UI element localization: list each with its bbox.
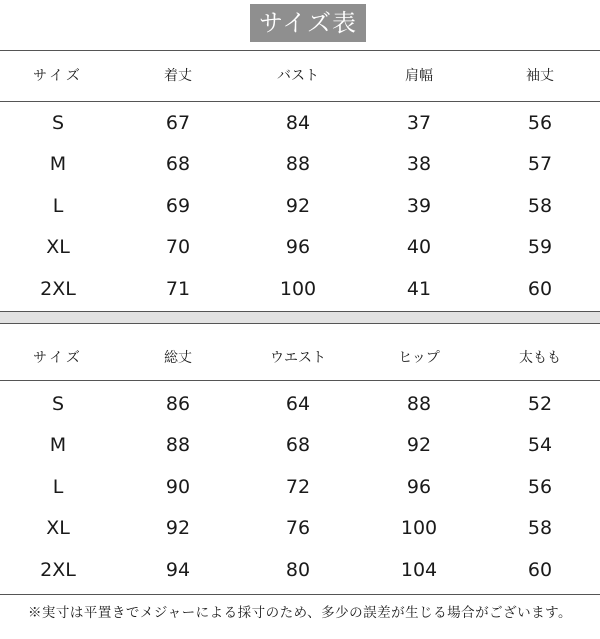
- header-sleeve: 袖丈: [526, 68, 554, 84]
- table-cell: 92: [406, 434, 432, 456]
- table-bottom-border: [0, 594, 600, 595]
- table-cell: 2XL: [40, 278, 76, 300]
- table-cell: 58: [527, 517, 553, 539]
- table-cell: 80: [285, 559, 311, 581]
- table-cell: L: [52, 476, 64, 498]
- table-cell: 59: [527, 236, 553, 258]
- table-row: [0, 269, 600, 309]
- table-cell: 100: [400, 517, 438, 539]
- table-cell: 67: [165, 112, 191, 134]
- table-cell: 37: [406, 112, 432, 134]
- table-row: [0, 508, 600, 548]
- table-row: [0, 103, 600, 143]
- table-cell: S: [51, 393, 65, 415]
- table-cell: 52: [527, 393, 553, 415]
- table-cell: 56: [527, 476, 553, 498]
- table-row: [0, 144, 600, 184]
- table-cell: 70: [165, 236, 191, 258]
- table-cell: 38: [406, 153, 432, 175]
- table-cell: 92: [165, 517, 191, 539]
- table-header-divider: [0, 380, 600, 381]
- table-cell: 90: [165, 476, 191, 498]
- table-cell: 84: [285, 112, 311, 134]
- header-size: サイズ: [33, 68, 83, 84]
- table-row: [0, 550, 600, 590]
- table-cell: 94: [165, 559, 191, 581]
- table-cell: 69: [165, 195, 191, 217]
- header-total-length: 総丈: [164, 350, 192, 366]
- table-top-border: [0, 323, 600, 324]
- table-row: [0, 227, 600, 267]
- table-cell: S: [51, 112, 65, 134]
- header-length: 着丈: [164, 68, 192, 84]
- table-cell: XL: [46, 236, 70, 258]
- table-cell: M: [49, 153, 67, 175]
- table-cell: 92: [285, 195, 311, 217]
- table-row: [0, 186, 600, 226]
- header-hip: ヒップ: [398, 350, 440, 366]
- table-cell: 60: [527, 559, 553, 581]
- table-cell: 100: [279, 278, 317, 300]
- table-row: [0, 384, 600, 424]
- table-cell: 68: [165, 153, 191, 175]
- table-cell: XL: [46, 517, 70, 539]
- table-cell: 72: [285, 476, 311, 498]
- table-row: [0, 467, 600, 507]
- table-cell: 96: [406, 476, 432, 498]
- table-cell: M: [49, 434, 67, 456]
- table-row: [0, 425, 600, 465]
- table-cell: 86: [165, 393, 191, 415]
- table-cell: 39: [406, 195, 432, 217]
- table-cell: 96: [285, 236, 311, 258]
- table-cell: 71: [165, 278, 191, 300]
- header-thigh: 太もも: [519, 350, 561, 366]
- measurement-note: ※実寸は平置きでメジャーによる採寸のため、多少の誤差が生じる場合がございます。: [27, 605, 573, 621]
- table-cell: L: [52, 195, 64, 217]
- table-cell: 56: [527, 112, 553, 134]
- table-cell: 76: [285, 517, 311, 539]
- header-shoulder: 肩幅: [405, 68, 433, 84]
- header-waist: ウエスト: [270, 350, 326, 366]
- page-title: サイズ表: [250, 4, 366, 42]
- table-cell: 104: [400, 559, 438, 581]
- table-cell: 88: [406, 393, 432, 415]
- header-size: サイズ: [33, 350, 83, 366]
- header-bust: バスト: [277, 68, 319, 84]
- table-top-border: [0, 50, 600, 51]
- table-cell: 68: [285, 434, 311, 456]
- table-cell: 41: [406, 278, 432, 300]
- table-header-divider: [0, 101, 600, 102]
- table-cell: 60: [527, 278, 553, 300]
- table-header-row: [0, 56, 600, 96]
- table-cell: 40: [406, 236, 432, 258]
- table-cell: 57: [527, 153, 553, 175]
- table-separator-band: [0, 312, 600, 323]
- table-cell: 88: [165, 434, 191, 456]
- table-cell: 64: [285, 393, 311, 415]
- table-cell: 2XL: [40, 559, 76, 581]
- table-cell: 54: [527, 434, 553, 456]
- table-cell: 58: [527, 195, 553, 217]
- table-cell: 88: [285, 153, 311, 175]
- table-header-row: [0, 338, 600, 378]
